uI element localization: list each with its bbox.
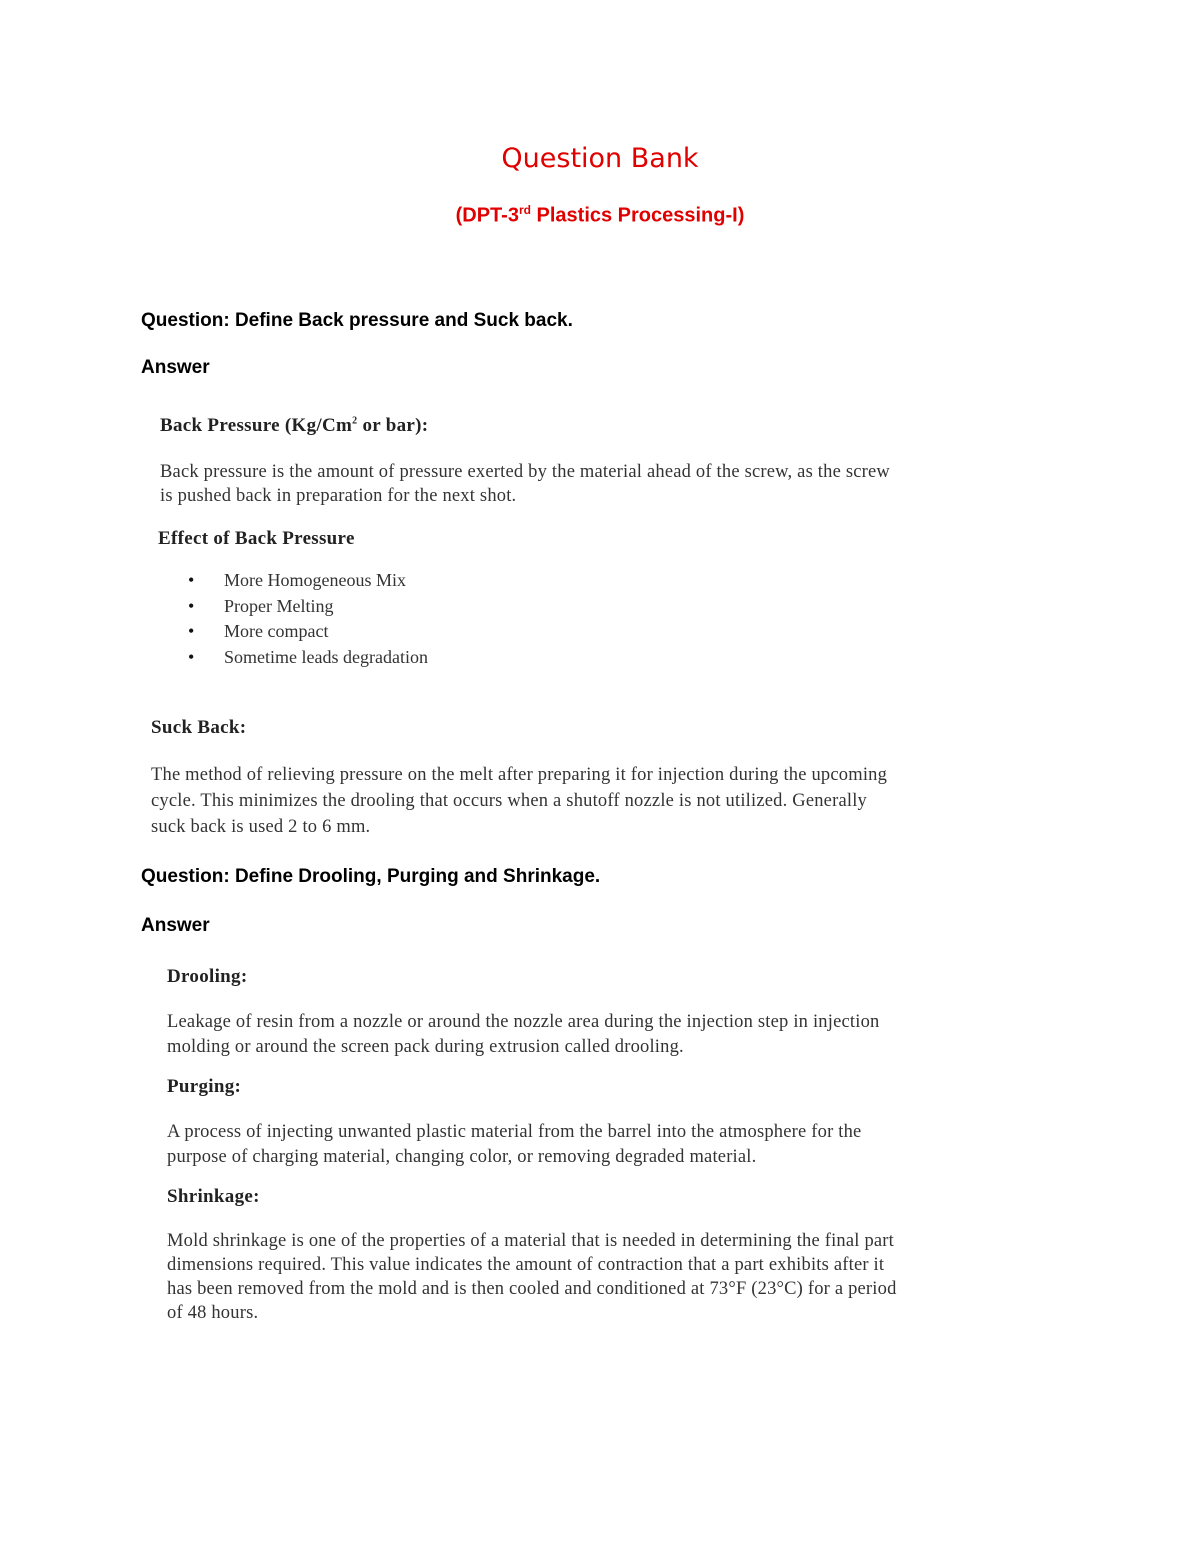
back-pressure-heading-sup: 2	[352, 415, 358, 427]
effect-heading: Effect of Back Pressure	[158, 528, 355, 549]
drooling-line-2: molding or around the screen pack during extrusion called drooling.	[167, 1037, 684, 1057]
effect-item: • Proper Melting	[160, 594, 428, 620]
suck-back-line-1: The method of relieving pressure on the melt after preparing it for injection during the upcoming	[151, 765, 888, 785]
answer-1-label: Answer	[141, 357, 210, 378]
purging-line-1: A process of injecting unwanted plastic material from the barrel into the atmosphere for the	[167, 1122, 862, 1142]
back-pressure-heading-pre: Back Pressure (Kg/Cm	[160, 415, 353, 436]
page-title: Question Bank	[501, 143, 699, 174]
effect-item: • More compact	[160, 619, 428, 645]
question-2: Question: Define Drooling, Purging and Shrinkage.	[141, 866, 601, 887]
suck-back-line-3: suck back is used 2 to 6 mm.	[151, 817, 371, 837]
answer-2-label: Answer	[141, 915, 210, 936]
shrinkage-heading: Shrinkage:	[167, 1186, 260, 1207]
shrinkage-line-4: of 48 hours.	[167, 1303, 259, 1323]
shrinkage-line-2: dimensions required. This value indicates the amount of contraction that a part exhibits after it	[167, 1255, 885, 1275]
suck-back-line-2: cycle. This minimizes the drooling that occurs when a shutoff nozzle is not utilized. Generally	[151, 791, 867, 811]
question-1: Question: Define Back pressure and Suck back.	[141, 310, 573, 331]
back-pressure-line-1: Back pressure is the amount of pressure exerted by the material ahead of the screw, as the screw	[160, 462, 890, 482]
subtitle-text-post: Plastics Processing-I)	[530, 204, 745, 227]
drooling-line-1: Leakage of resin from a nozzle or around the nozzle area during the injection step in injection	[167, 1012, 880, 1032]
subtitle-superscript: rd	[518, 203, 531, 217]
purging-line-2: purpose of charging material, changing color, or removing degraded material.	[167, 1147, 757, 1167]
shrinkage-line-1: Mold shrinkage is one of the properties of a material that is needed in determining the final part	[167, 1231, 895, 1251]
purging-heading: Purging:	[167, 1076, 242, 1097]
back-pressure-heading-post: or bar):	[357, 415, 429, 436]
drooling-heading: Drooling:	[167, 966, 248, 987]
shrinkage-line-3: has been removed from the mold and is then cooled and conditioned at 73°F (23°C) for a period	[167, 1279, 897, 1299]
suck-back-heading: Suck Back:	[151, 717, 247, 738]
subtitle-text-pre: (DPT-3	[455, 204, 519, 227]
back-pressure-line-2: is pushed back in preparation for the next shot.	[160, 486, 517, 506]
effect-item: • Sometime leads degradation	[160, 645, 428, 671]
effect-item: • More Homogeneous Mix	[160, 568, 428, 594]
